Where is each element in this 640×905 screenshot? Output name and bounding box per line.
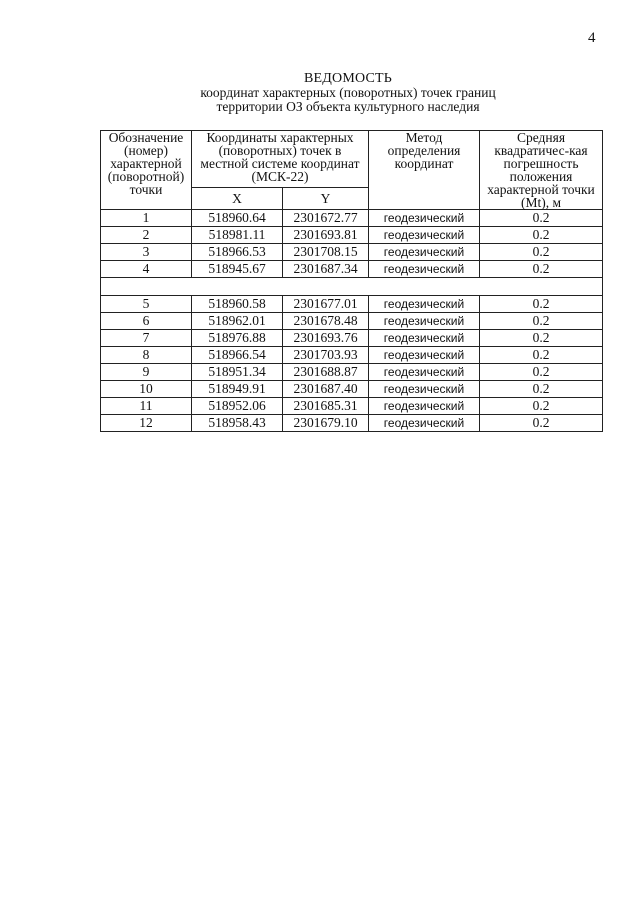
coord-y-cell: 2301672.77 [283, 210, 369, 227]
method-cell: геодезический [369, 347, 480, 364]
coord-y-cell: 2301693.81 [283, 227, 369, 244]
table-row [101, 330, 603, 347]
coord-y-cell: 2301703.93 [283, 347, 369, 364]
coordinates-table [100, 130, 603, 432]
document-title [100, 72, 596, 114]
point-number-cell: 10 [101, 381, 192, 398]
coord-y-cell: 2301685.31 [283, 398, 369, 415]
header-designation: Обозначение (номер) характерной (поворотной) точки [101, 131, 192, 210]
table-row [101, 244, 603, 261]
header-y: Y [283, 188, 369, 210]
title-line-2: территории ОЗ объекта культурного наследия [216, 99, 480, 114]
blank-row [101, 278, 603, 296]
point-number-cell: 5 [101, 296, 192, 313]
table-row [101, 210, 603, 227]
point-number-cell: 7 [101, 330, 192, 347]
method-cell: геодезический [369, 398, 480, 415]
method-cell: геодезический [369, 244, 480, 261]
method-cell: геодезический [369, 261, 480, 278]
table-group-1 [101, 210, 603, 278]
method-cell: геодезический [369, 330, 480, 347]
table-row [101, 364, 603, 381]
table-row [101, 313, 603, 330]
coord-x-cell: 518949.91 [192, 381, 283, 398]
accuracy-cell: 0.2 [480, 330, 603, 347]
accuracy-cell: 0.2 [480, 381, 603, 398]
title-line-1: координат характерных (поворотных) точек границ [200, 85, 496, 100]
accuracy-cell: 0.2 [480, 313, 603, 330]
title-heading: ВЕДОМОСТЬ [303, 71, 392, 86]
coord-x-cell: 518976.88 [192, 330, 283, 347]
coord-x-cell: 518960.64 [192, 210, 283, 227]
coord-y-cell: 2301687.40 [283, 381, 369, 398]
accuracy-cell: 0.2 [480, 415, 603, 432]
table-row [101, 261, 603, 278]
table-row [101, 347, 603, 364]
table-row [101, 398, 603, 415]
coord-y-cell: 2301687.34 [283, 261, 369, 278]
point-number-cell: 4 [101, 261, 192, 278]
accuracy-cell: 0.2 [480, 364, 603, 381]
point-number-cell: 9 [101, 364, 192, 381]
coord-x-cell: 518981.11 [192, 227, 283, 244]
coord-x-cell: 518952.06 [192, 398, 283, 415]
header-method: Метод определения координат [369, 131, 480, 210]
table-separator [101, 278, 603, 296]
header-accuracy: Средняя квадратичес-кая погрешность положения характерной точки (Mt), м [480, 131, 603, 210]
coord-y-cell: 2301708.15 [283, 244, 369, 261]
table-row [101, 227, 603, 244]
coord-x-cell: 518958.43 [192, 415, 283, 432]
method-cell: геодезический [369, 415, 480, 432]
coord-x-cell: 518945.67 [192, 261, 283, 278]
accuracy-cell: 0.2 [480, 210, 603, 227]
coord-x-cell: 518951.34 [192, 364, 283, 381]
method-cell: геодезический [369, 227, 480, 244]
accuracy-cell: 0.2 [480, 244, 603, 261]
accuracy-cell: 0.2 [480, 296, 603, 313]
coord-y-cell: 2301688.87 [283, 364, 369, 381]
table-row [101, 381, 603, 398]
page-number: 4 [588, 30, 596, 46]
table-row [101, 296, 603, 313]
point-number-cell: 11 [101, 398, 192, 415]
accuracy-cell: 0.2 [480, 398, 603, 415]
accuracy-cell: 0.2 [480, 347, 603, 364]
point-number-cell: 12 [101, 415, 192, 432]
header-coordinates: Координаты характерных (поворотных) точек в местной системе координат (МСК-22) [192, 131, 369, 188]
coord-y-cell: 2301693.76 [283, 330, 369, 347]
method-cell: геодезический [369, 296, 480, 313]
accuracy-cell: 0.2 [480, 261, 603, 278]
method-cell: геодезический [369, 210, 480, 227]
point-number-cell: 1 [101, 210, 192, 227]
header-x: X [192, 188, 283, 210]
coord-x-cell: 518960.58 [192, 296, 283, 313]
method-cell: геодезический [369, 364, 480, 381]
table-row [101, 415, 603, 432]
coord-y-cell: 2301677.01 [283, 296, 369, 313]
table-group-2 [101, 296, 603, 432]
point-number-cell: 6 [101, 313, 192, 330]
accuracy-cell: 0.2 [480, 227, 603, 244]
point-number-cell: 8 [101, 347, 192, 364]
method-cell: геодезический [369, 313, 480, 330]
point-number-cell: 3 [101, 244, 192, 261]
coord-x-cell: 518966.54 [192, 347, 283, 364]
coord-y-cell: 2301678.48 [283, 313, 369, 330]
method-cell: геодезический [369, 381, 480, 398]
coord-x-cell: 518962.01 [192, 313, 283, 330]
coord-y-cell: 2301679.10 [283, 415, 369, 432]
coord-x-cell: 518966.53 [192, 244, 283, 261]
point-number-cell: 2 [101, 227, 192, 244]
